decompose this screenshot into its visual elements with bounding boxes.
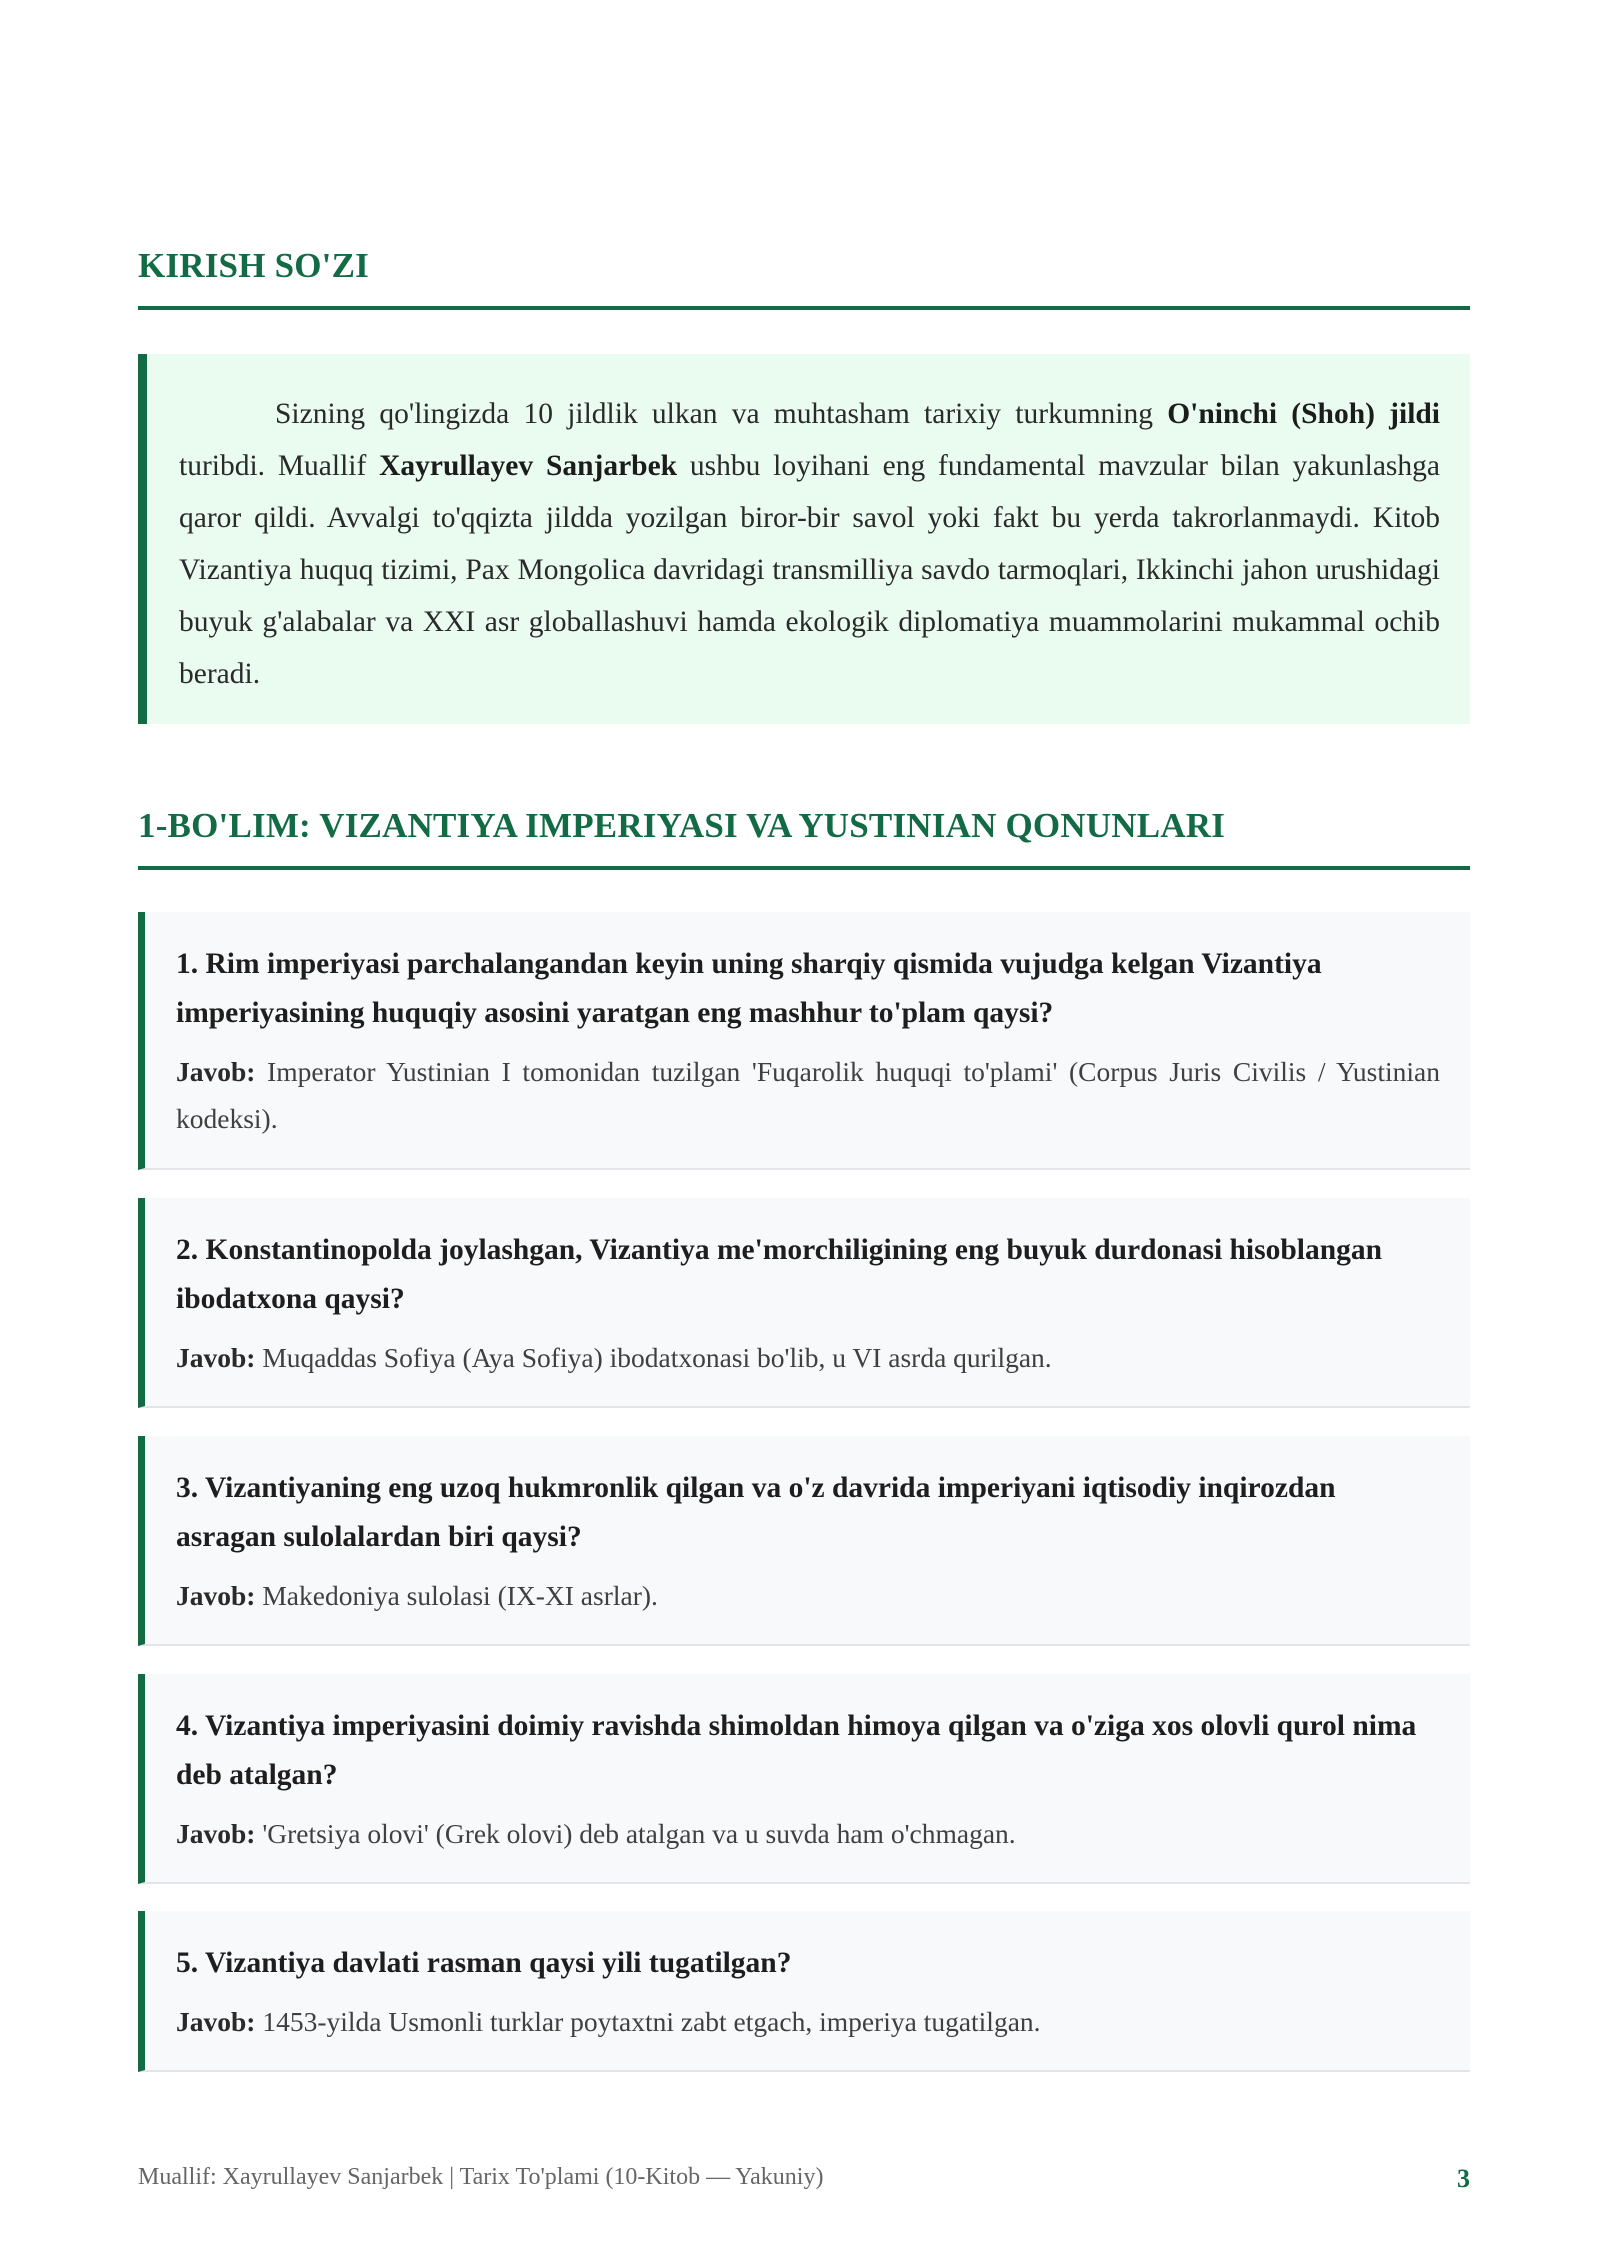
intro-bold-author: Xayrullayev Sanjarbek	[379, 450, 678, 482]
answer-text	[176, 1048, 1440, 1142]
answer-body: 1453-yilda Usmonli turklar poytaxtni zabt etgach, imperiya tugatilgan.	[255, 2006, 1041, 2037]
answer-body: Imperator Yustinian I tomonidan tuzilgan 'Fuqarolik huquqi to'plami' (Corpus Juris Civilis / Yustinian kodeksi).	[176, 1056, 1440, 1134]
answer-body: 'Gretsiya olovi' (Grek olovi) deb atalgan va u suvda ham o'chmagan.	[255, 1818, 1016, 1849]
answer-text	[176, 1334, 1440, 1381]
question-text: 3. Vizantiyaning eng uzoq hukmronlik qilgan va o'z davrida imperiyani iqtisodiy inqirozdan asragan sulolalardan biri qaysi?	[176, 1472, 1336, 1553]
intro-text-3: ushbu loyihani eng fundamental mavzular bilan yakunlashga qaror qildi. Avvalgi to'qqizta jildda yozilgan biror-bir savol yoki fakt bu yerda takrorlanmaydi. Kitob Vizantiya huquq tizimi, Pax Mongolica davridagi transmilliya savdo tarmoqlari, Ikkinchi jahon urushidagi buyuk g'alabalar va XXI asr globallashuvi hamda ekologik diplomatiya muammolarini mukammal ochib beradi.	[179, 450, 1440, 690]
answer-label: Javob:	[176, 1342, 256, 1373]
answer-label: Javob:	[176, 2006, 256, 2037]
document-page	[138, 0, 1470, 2261]
intro-bold-volume: O'ninchi (Shoh) jildi	[1167, 398, 1440, 430]
answer-text	[176, 1998, 1440, 2045]
qa-card	[138, 1198, 1470, 1408]
intro-heading: KIRISH SO'ZI	[138, 246, 1470, 310]
question-text: 2. Konstantinopolda joylashgan, Vizantiya me'morchiligining eng buyuk durdonasi hisoblangan ibodatxona qaysi?	[176, 1234, 1383, 1315]
question-text: 5. Vizantiya davlati rasman qaysi yili tugatilgan?	[176, 1947, 792, 1979]
answer-label: Javob:	[176, 1580, 256, 1611]
question-text: 4. Vizantiya imperiyasini doimiy ravishda shimoldan himoya qilgan va o'ziga xos olovli qurol nima deb atalgan?	[176, 1710, 1417, 1791]
intro-text-2: turibdi. Muallif	[179, 450, 380, 482]
page-number: 3	[1457, 2164, 1470, 2193]
section-heading: 1-BO'LIM: VIZANTIYA IMPERIYASI VA YUSTINIAN QONUNLARI	[138, 806, 1470, 870]
answer-label: Javob:	[176, 1056, 256, 1087]
answer-body: Makedoniya sulolasi (IX-XI asrlar).	[255, 1580, 658, 1611]
qa-card	[138, 912, 1470, 1170]
answer-text	[176, 1810, 1440, 1857]
answer-body: Muqaddas Sofiya (Aya Sofiya) ibodatxonasi bo'lib, u VI asrda qurilgan.	[255, 1342, 1052, 1373]
footer-text: Muallif: Xayrullayev Sanjarbek | Tarix To'plami (10-Kitob — Yakuniy)	[138, 2164, 824, 2190]
qa-card	[138, 1911, 1470, 2072]
intro-text-1: Sizning qo'lingizda 10 jildlik ulkan va muhtasham tarixiy turkumning	[275, 398, 1168, 430]
answer-text	[176, 1572, 1440, 1619]
page-footer	[138, 2164, 1470, 2191]
question-text: 1. Rim imperiyasi parchalangandan keyin uning sharqiy qismida vujudga kelgan Vizantiya imperiyasining huquqiy asosini yaratgan eng mashhur to'plam qaysi?	[176, 948, 1322, 1029]
intro-box	[138, 354, 1470, 724]
qa-card	[138, 1674, 1470, 1884]
qa-card	[138, 1436, 1470, 1646]
answer-label: Javob:	[176, 1818, 256, 1849]
